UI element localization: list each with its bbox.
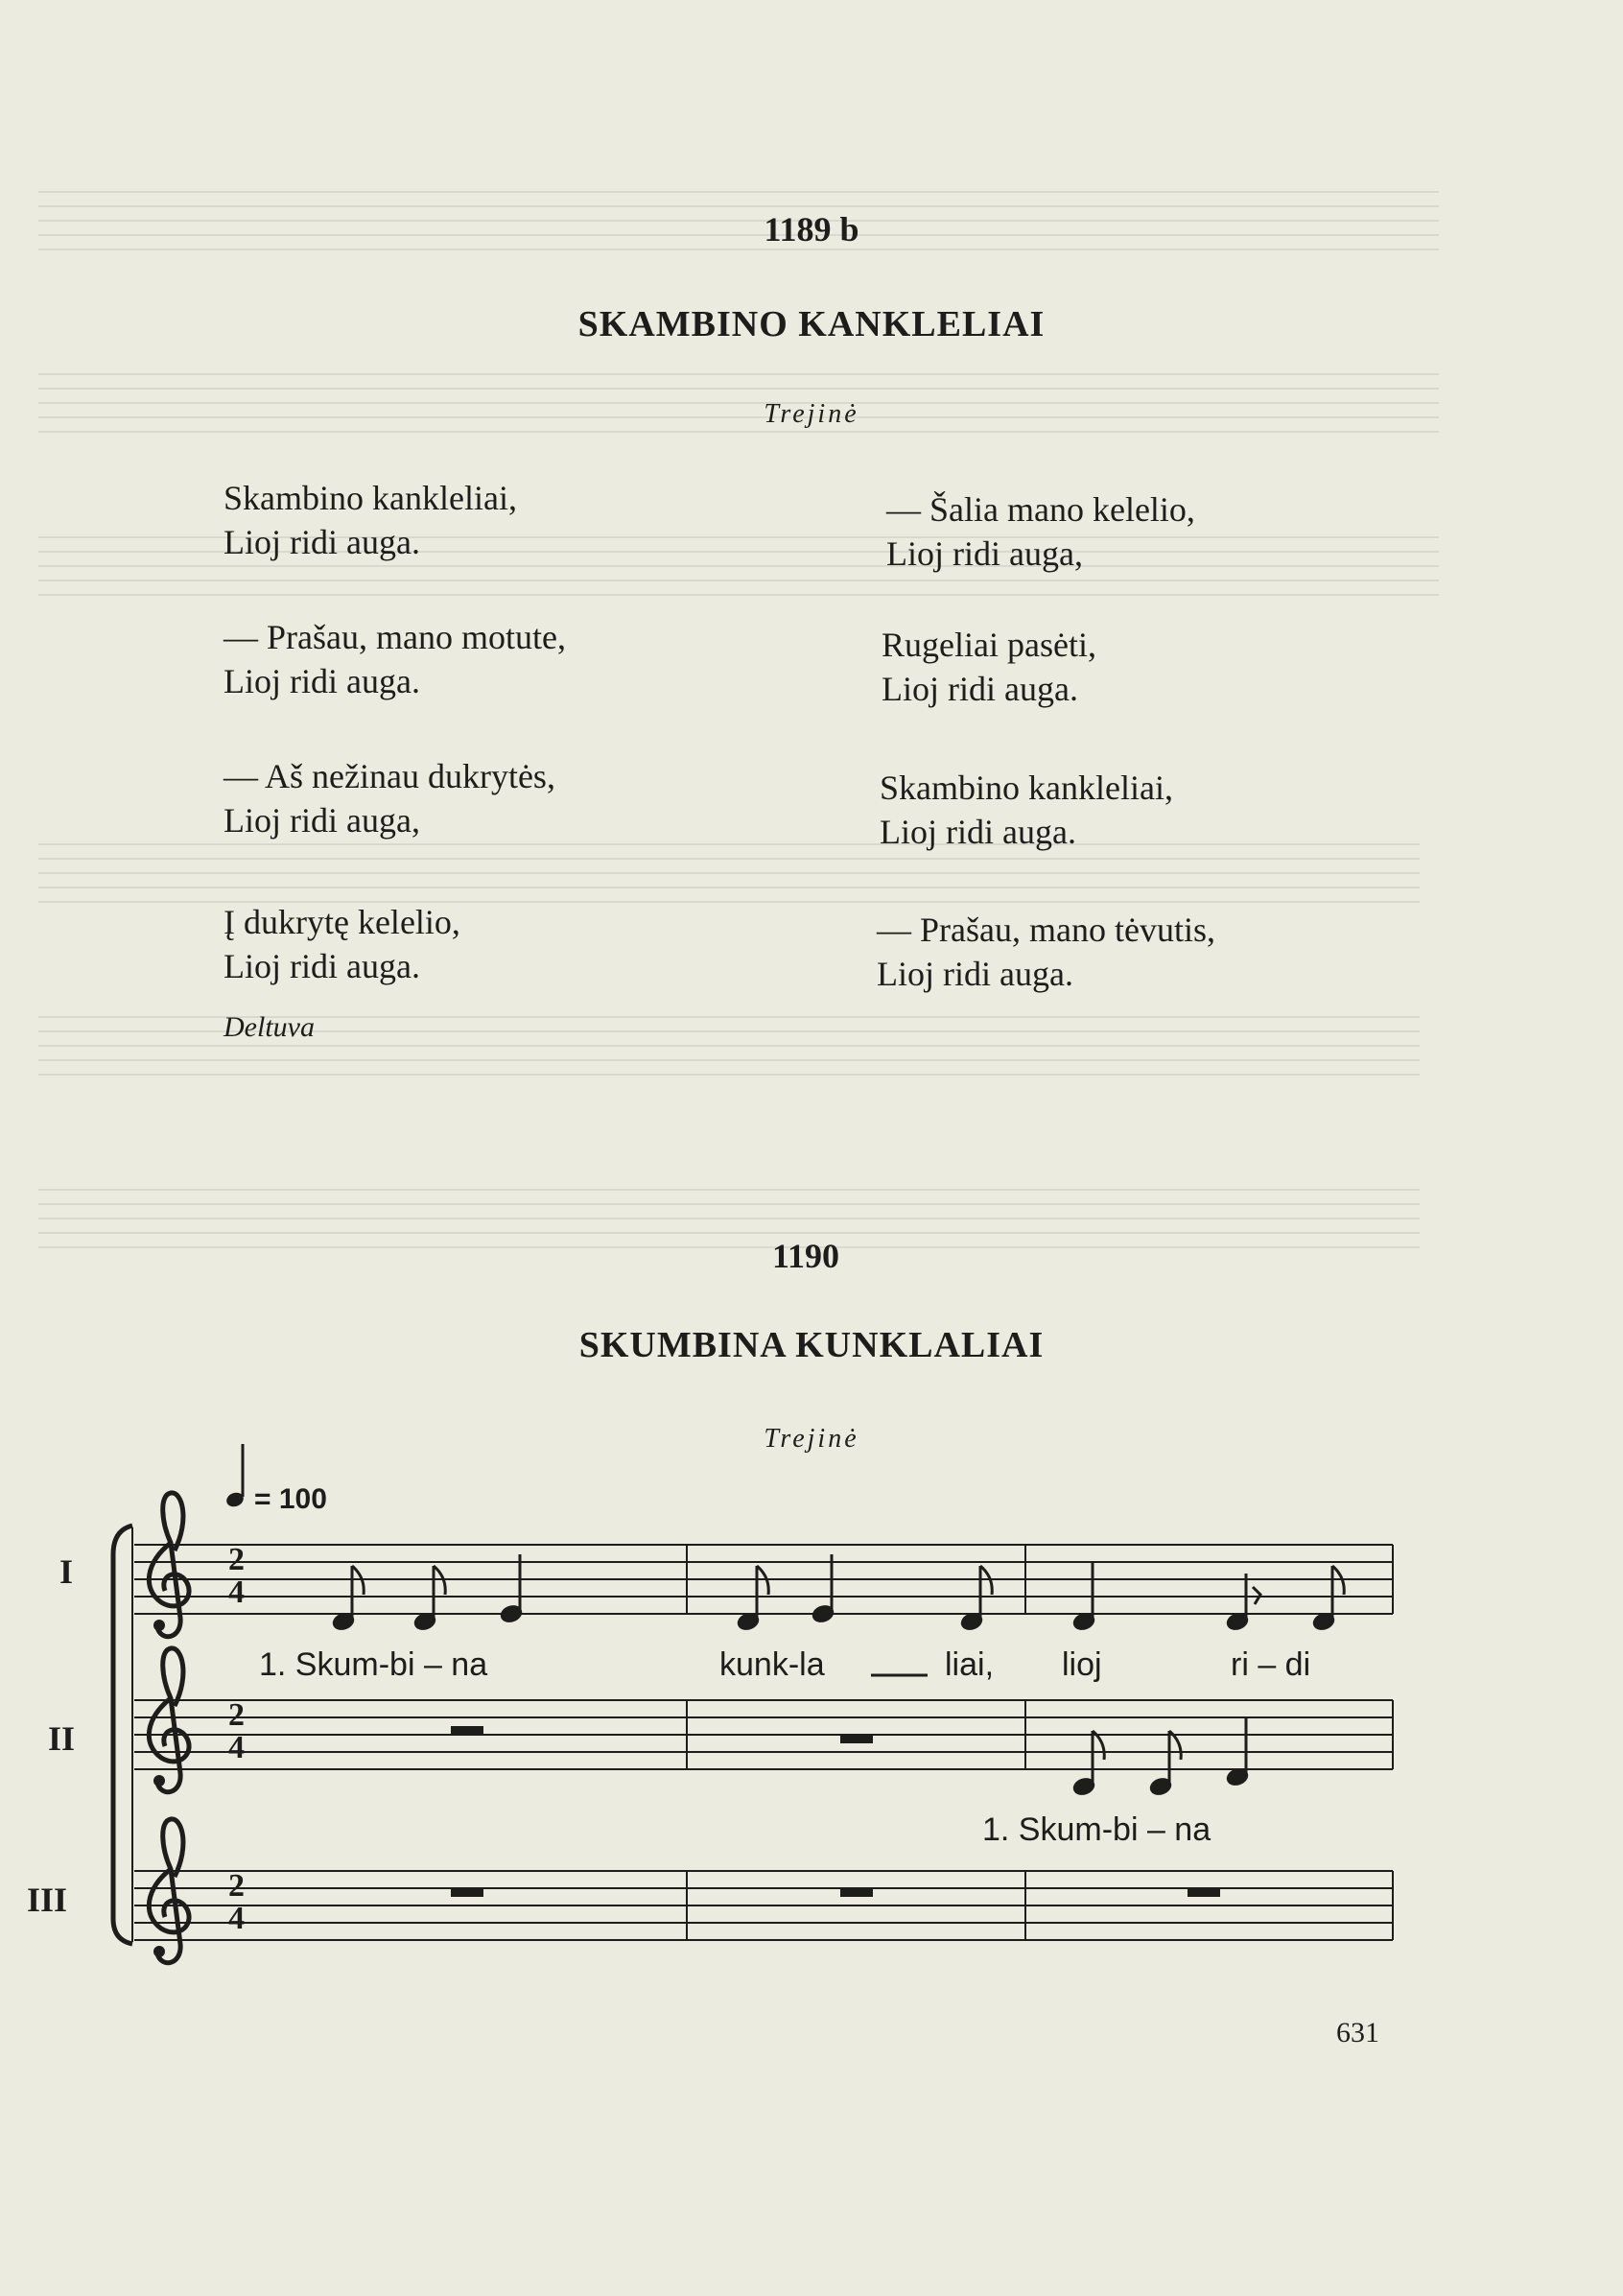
verse-line: — Prašau, mano motute,: [223, 618, 566, 656]
voice-label: II: [48, 1719, 76, 1758]
treble-clef-icon: [149, 1819, 189, 1963]
verse-line: Į dukrytę kelelio,: [223, 903, 460, 941]
verse-line: Lioj ridi auga.: [880, 813, 1076, 851]
voice-label: III: [27, 1881, 68, 1919]
verse-line: — Aš nežinau dukrytės,: [223, 757, 555, 795]
lyric-syllable: 1. Skum-bi – na: [982, 1811, 1211, 1848]
whole-rest: [451, 1888, 483, 1897]
verse-line: Lioj ridi auga,: [223, 801, 420, 840]
place-of-origin: Deltuva: [223, 1011, 315, 1043]
time-signature-top: 2: [228, 1542, 245, 1577]
system-bracket: [113, 1526, 132, 1944]
page-number: 631: [1336, 2017, 1379, 2048]
song-title: SKUMBINA KUNKLALIAI: [578, 1325, 1045, 1365]
treble-clef-icon: [149, 1648, 189, 1792]
lyric-syllable: kunk-la: [719, 1646, 825, 1683]
verse-line: Lioj ridi auga.: [223, 523, 420, 561]
verse-line: — Šalia mano kelelio,: [886, 490, 1195, 529]
verse-line: Skambino kankleliai,: [223, 479, 517, 517]
voice-1-notes: [332, 1554, 1344, 1631]
song-number: 1189 b: [764, 210, 859, 249]
time-signature-bottom: 4: [228, 1730, 245, 1765]
verse-line: Lioj ridi auga.: [877, 955, 1073, 993]
time-signature-top: 2: [228, 1868, 245, 1904]
staff-voice-1: [134, 1545, 1393, 1614]
verse-line: — Prašau, mano tėvutis,: [877, 911, 1215, 949]
treble-clef-icon: [149, 1493, 189, 1637]
lyric-syllable: liai,: [945, 1646, 995, 1683]
verse-line: Lioj ridi auga.: [223, 662, 420, 700]
staff-voice-3: [134, 1871, 1393, 1940]
song-number: 1190: [771, 1237, 839, 1275]
lyric-syllable: 1. Skum-bi – na: [259, 1646, 488, 1683]
voice-label: I: [59, 1552, 74, 1591]
verse-line: Lioj ridi auga.: [223, 947, 420, 985]
song-subtitle: Trejinė: [764, 399, 859, 429]
time-signature-bottom: 4: [228, 1574, 245, 1610]
whole-rest: [451, 1726, 483, 1735]
verse-line: Lioj ridi auga.: [882, 670, 1078, 708]
time-signature-top: 2: [228, 1697, 245, 1733]
whole-rest: [840, 1888, 873, 1897]
time-signature-bottom: 4: [228, 1901, 245, 1936]
song-title: SKAMBINO KANKLELIAI: [577, 304, 1046, 344]
whole-rest: [840, 1735, 873, 1743]
voice-2-notes: [1072, 1717, 1249, 1796]
tempo-marking: [224, 1444, 327, 1515]
lyric-syllable: ri – di: [1231, 1646, 1311, 1683]
tempo-text: = 100: [254, 1483, 327, 1515]
whole-rest: [1188, 1888, 1220, 1897]
staff-voice-2: [134, 1700, 1393, 1769]
lyric-syllable: lioj: [1062, 1646, 1102, 1683]
song-subtitle: Trejinė: [764, 1424, 859, 1454]
verse-line: Rugeliai pasėti,: [882, 626, 1096, 664]
verse-line: Lioj ridi auga,: [886, 534, 1083, 573]
verse-line: Skambino kankleliai,: [880, 769, 1173, 807]
